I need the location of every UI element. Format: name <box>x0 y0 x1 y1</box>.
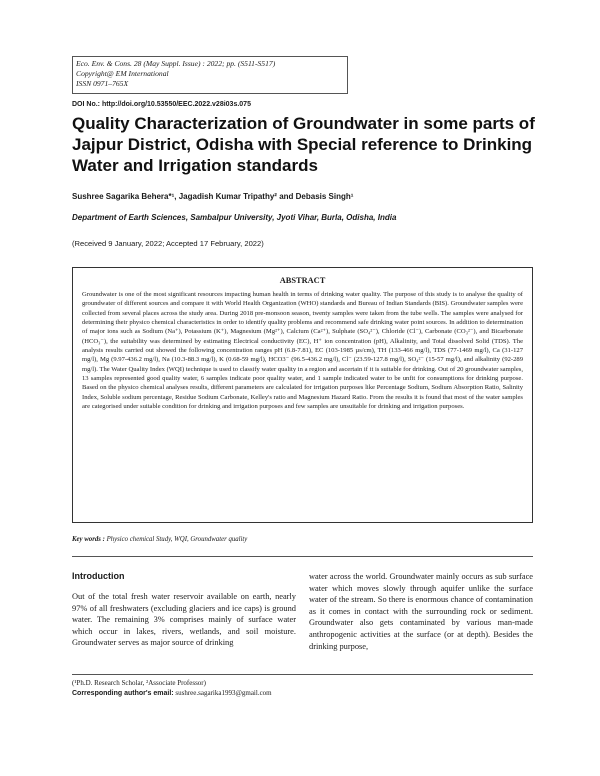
journal-citation: Eco. Env. & Cons. 28 (May Suppl. Issue) : 2022; pp. (S511-S517) <box>76 59 276 68</box>
abstract-box <box>72 267 533 523</box>
author-positions-footnote: (¹Ph.D. Research Scholar, ²Associate Professor) <box>72 679 206 687</box>
corresponding-author-email: sushree.sagarika1993@gmail.com <box>175 689 272 697</box>
doi-line: DOI No.: http://doi.org/10.53550/EEC.2022.v28i03s.075 <box>72 101 251 108</box>
journal-issn: ISSN 0971–765X <box>76 79 129 88</box>
journal-copyright: Copyright@ EM International <box>76 69 169 78</box>
affiliation: Department of Earth Sciences, Sambalpur University, Jyoti Vihar, Burla, Odisha, India <box>72 213 397 222</box>
abstract-text: Groundwater is one of the most significant resources impacting human health in terms of drinking water quality. The purpose of this study is to analyse the quality of groundwater of different sources and compare it with World Health Organization (WHO) standards and Bureau of Indian Standards (BIS). Groundwater samples were collected from several places across the study area. During 2018 pre-monsoon season, twenty samples were taken from the tube wells. The samples were analysed for determining their physico chemical characteristics in order to identify quality problems and recommend safe drinking water point sources. In addition to determination of major ions such as Sodium (Na⁺), Potassium (K⁺), Magnesium (Mg²⁺), Calcium (Ca²⁺), Sulphate (SO₄²⁻), Chloride (Cl⁻), Carbonate (CO₃²⁻), and Bicarbonate (HCO₃⁻), the suitability was determined by estimating Electrical conductivity (EC), H⁺ ion concentration (pH), Alkalinity, and Total dissolved Solid (TDS). The analysis results carried out showed the following concentration ranges pH (6.8-7.81), EC (103-1985 µs/cm), TH (133-466 mg/l), TDS (77-1469 mg/l), Ca (31-127 mg/l), Mg (9.97-436.2 mg/l), Na (10.3-88.3 mg/l), K (0.68-59 mg/l), HCO3⁻ (96.5-436.2 mg/l), Cl⁻ (23.59-127.8 mg/l), SO₄²⁻ (15-57 mg/l), and alkalinity (92-289 mg/l). The Water Quality Index (WQI) technique is used to classify water quality in a region and ascertain if it is suitable for drinking. Out of 20 groundwater samples, 13 samples represented good quality water, 6 samples indicate poor quality water, and 1 sample indicated water to be unfit for consumptions for drinking purpose. Based on the physico chemical analyses results, different parameters are calculated for irrigation purposes like Percentage Sodium, Sodium Absorption Ratio, Salinity Index, Soluble sodium percentage, Residue Sodium Carbonate, Kelley's ratio and Magnesium Hazard Ratio. From the results it is found that most of the water samples are categorised under suitable condition for drinking and irrigation purposes and few samples are unsuitable for drinking and irrigation purposes. <box>82 291 523 411</box>
corresponding-author-footnote <box>72 689 272 697</box>
introduction-heading: Introduction <box>72 571 125 581</box>
section-divider <box>72 556 533 557</box>
corresponding-author-label: Corresponding author's email: <box>72 690 174 697</box>
abstract-heading: ABSTRACT <box>279 276 326 285</box>
paper-title: Quality Characterization of Groundwater in some parts of Jajpur District, Odisha with Special reference to Drinking Water and Irrigation standards <box>72 114 535 175</box>
footnote-divider <box>72 674 533 675</box>
introduction-right-column: water across the world. Groundwater mainly occurs as sub surface water which moves slowly through aquifer unlike the surface water of the stream. So there is enormous chance of contamination as it comes in contact with the surrounding rock or sediment. Groundwater also gets contaminated by various man-made anthropogenic activities at the surface (or at depth). Besides the drinking purpose, <box>309 572 533 651</box>
keywords-label: Key words : <box>72 536 105 543</box>
keywords-value: Physico chemical Study, WQI, Groundwater quality <box>106 536 248 543</box>
journal-info-box <box>72 56 348 94</box>
introduction-left-column: Out of the total fresh water reservoir available on earth, nearly 97% of all freshwaters (excluding glaciers and ice caps) is ground water. The remaining 3% comprises mainly of surface water which occur in lakes, rivers, wetlands, and soil moisture. Groundwater serves as major source of drinking <box>72 592 296 648</box>
author-list: Sushree Sagarika Behera*¹, Jagadish Kumar Tripathy² and Debasis Singh¹ <box>72 192 354 201</box>
keywords-line <box>72 536 247 543</box>
received-dates: (Received 9 January, 2022; Accepted 17 February, 2022) <box>72 239 264 248</box>
